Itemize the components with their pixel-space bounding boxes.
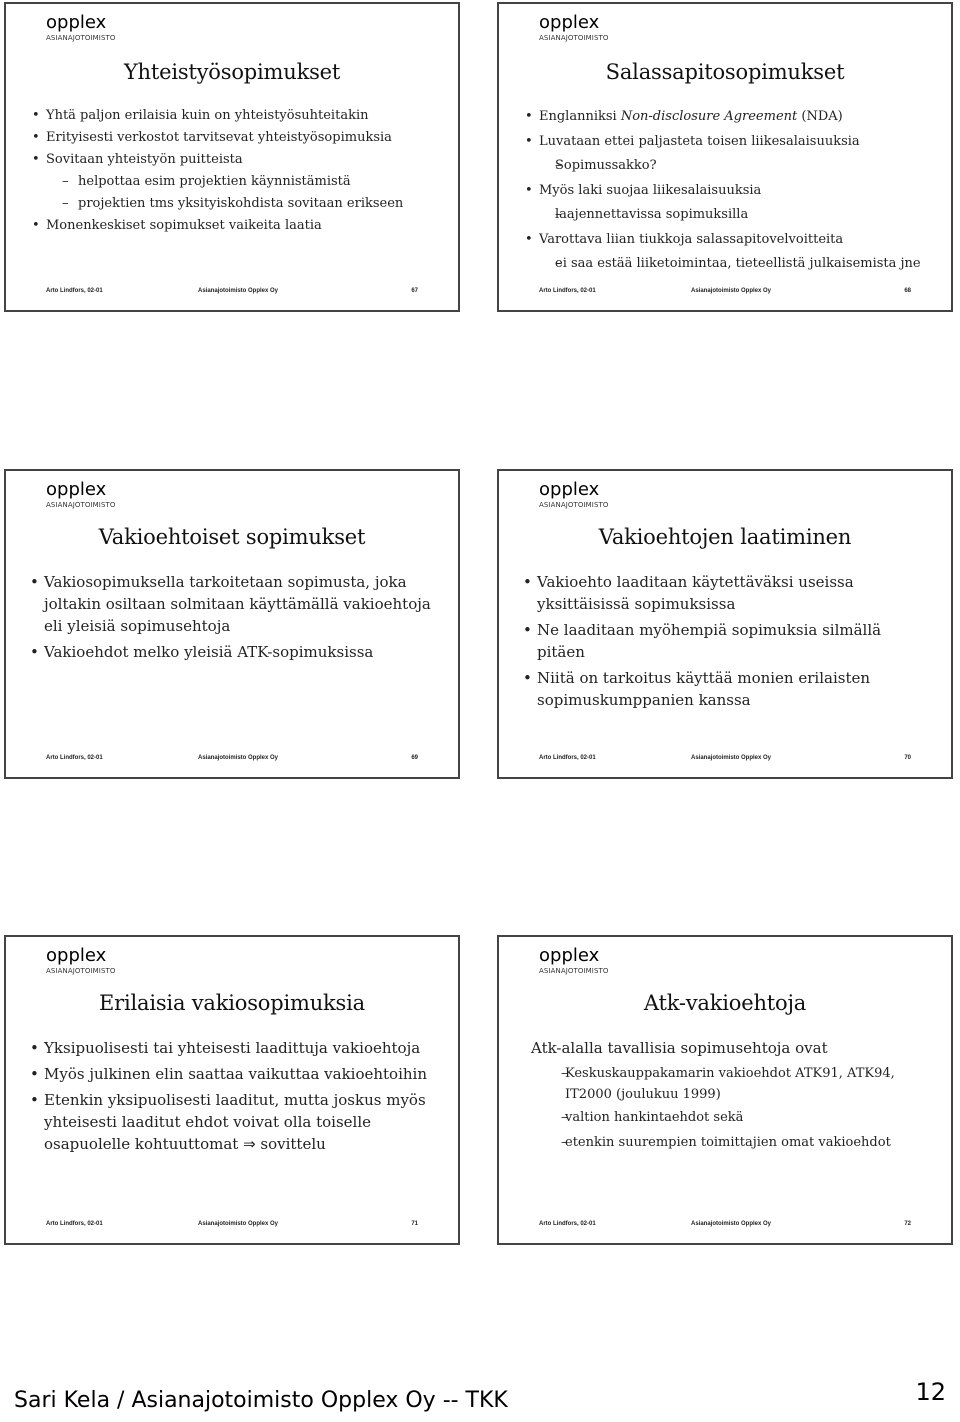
opplex-logo xyxy=(46,481,115,509)
logo-wordmark: opplex xyxy=(539,479,600,500)
footer-author: Arto Lindfors, 02-01 xyxy=(46,1221,103,1227)
bullet-item: • Sovitaan yhteistyön puitteista xyxy=(32,149,438,171)
opplex-logo xyxy=(539,947,608,975)
handout-page-number: 12 xyxy=(915,1378,946,1406)
footer-author: Arto Lindfors, 02-01 xyxy=(46,288,103,294)
sub-bullet-item: – ei saa estää liiketoimintaa, tieteellistä julkaisemista jne xyxy=(525,252,941,277)
footer-page-number: 72 xyxy=(904,1221,911,1227)
logo-subtitle: ASIANAJOTOIMISTO xyxy=(539,34,609,42)
sub-bullet-item xyxy=(531,1063,921,1105)
bullet-item: • Niitä on tarkoitus käyttää monien erilaisten sopimuskumppanien kanssa xyxy=(523,667,911,711)
footer-company: Asianajotoimisto Opplex Oy xyxy=(198,1221,279,1227)
footer-author: Arto Lindfors, 02-01 xyxy=(539,1221,596,1227)
logo-wordmark: opplex xyxy=(539,12,600,33)
bullet-item: • Myös julkinen elin saattaa vaikuttaa vakioehtoihin xyxy=(30,1063,428,1085)
bullet-item: • Monenkeskiset sopimukset vaikeita laatia xyxy=(32,215,438,237)
slide-title: Atk-vakioehtoja xyxy=(643,991,807,1015)
footer-author: Arto Lindfors, 02-01 xyxy=(539,288,596,294)
bullet-text: Englanniksi xyxy=(539,109,621,124)
handout-caption: Sari Kela / Asianajotoimisto Opplex Oy -- TKK xyxy=(14,1388,508,1413)
bullet-item: • Vakioehdot melko yleisiä ATK-sopimuksissa xyxy=(30,641,434,663)
bullet-emphasis: Non-disclosure Agreement xyxy=(620,109,798,124)
bullet-list xyxy=(523,571,911,715)
opplex-logo xyxy=(539,481,608,509)
footer-page-number: 67 xyxy=(411,288,418,294)
footer-company: Asianajotoimisto Opplex Oy xyxy=(198,288,279,294)
bullet-item: • Erityisesti verkostot tarvitsevat yhteistyösopimuksia xyxy=(32,127,438,149)
bullet-list xyxy=(32,105,438,237)
bullet-text: Etenkin yksipuolisesti laaditut, mutta joskus myös yhteisesti laaditut ehdot voivat olla toiselle osapuolelle kohtuuttomat xyxy=(44,1091,426,1153)
bullet-list xyxy=(30,1037,428,1159)
opplex-logo xyxy=(46,14,115,42)
bullet-item xyxy=(525,105,941,130)
slide-title: Salassapitosopimukset xyxy=(605,60,845,84)
footer-author: Arto Lindfors, 02-01 xyxy=(46,755,103,761)
bullet-item: • Vakiosopimuksella tarkoitetaan sopimusta, joka joltakin osiltaan solmitaan käyttämällä vakioehtoja eli yleisiä sopimusehtoja xyxy=(30,571,434,637)
footer-company: Asianajotoimisto Opplex Oy xyxy=(198,755,279,761)
bullet-list xyxy=(531,1037,921,1157)
sub-bullet-item: – Sopimussakko? xyxy=(525,154,941,179)
logo-wordmark: opplex xyxy=(46,12,107,33)
bullet-list xyxy=(525,105,941,277)
slide-title: Vakioehtoiset sopimukset xyxy=(98,525,366,549)
opplex-logo xyxy=(46,947,115,975)
slide-72 xyxy=(497,935,953,1245)
bullet-item: • Luvataan ettei paljasteta toisen liikesalaisuuksia xyxy=(525,130,941,155)
footer-company: Asianajotoimisto Opplex Oy xyxy=(691,1221,772,1227)
logo-wordmark: opplex xyxy=(539,945,600,966)
bullet-list xyxy=(30,571,434,667)
slide-title: Erilaisia vakiosopimuksia xyxy=(99,991,365,1015)
slide-71 xyxy=(4,935,460,1245)
bullet-text: sovittelu xyxy=(255,1135,326,1153)
logo-subtitle: ASIANAJOTOIMISTO xyxy=(539,501,609,509)
slide-68 xyxy=(497,2,953,312)
logo-subtitle: ASIANAJOTOIMISTO xyxy=(46,501,116,509)
slide-69 xyxy=(4,469,460,779)
bullet-item: • Myös laki suojaa liikesalaisuuksia xyxy=(525,179,941,204)
logo-subtitle: ASIANAJOTOIMISTO xyxy=(46,34,116,42)
bullet-item: • Yksipuolisesti tai yhteisesti laadittuja vakioehtoja xyxy=(30,1037,428,1059)
bullet-item: • Ne laaditaan myöhempiä sopimuksia silmällä pitäen xyxy=(523,619,911,663)
bullet-item: • Vakioehto laaditaan käytettäväksi useissa yksittäisissä sopimuksissa xyxy=(523,571,911,615)
bullet-item xyxy=(30,1089,428,1155)
sub-bullet-item: – valtion hankintaehdot sekä xyxy=(531,1107,921,1128)
sub-bullet-item: – laajennettavissa sopimuksilla xyxy=(525,203,941,228)
slide-70 xyxy=(497,469,953,779)
footer-page-number: 71 xyxy=(411,1221,418,1227)
logo-wordmark: opplex xyxy=(46,945,107,966)
bullet-text: (NDA) xyxy=(797,109,843,124)
slide-title: Vakioehtojen laatiminen xyxy=(598,525,852,549)
sub-bullet-text: Keskuskauppakamarin vakioehdot ATK91, ATK94, IT2000 (joulukuu 1999) xyxy=(565,1066,895,1102)
bullet-item: • Yhtä paljon erilaisia kuin on yhteistyösuhteitakin xyxy=(32,105,438,127)
slide-67 xyxy=(4,2,460,312)
slide-title: Yhteistyösopimukset xyxy=(123,60,341,84)
footer-company: Asianajotoimisto Opplex Oy xyxy=(691,288,772,294)
sub-bullet-item: – helpottaa esim projektien käynnistämistä xyxy=(32,171,438,193)
logo-wordmark: opplex xyxy=(46,479,107,500)
sub-bullet-item: – etenkin suurempien toimittajien omat vakioehdot xyxy=(531,1132,921,1153)
logo-subtitle: ASIANAJOTOIMISTO xyxy=(539,967,609,975)
logo-subtitle: ASIANAJOTOIMISTO xyxy=(46,967,116,975)
footer-author: Arto Lindfors, 02-01 xyxy=(539,755,596,761)
footer-page-number: 69 xyxy=(411,755,418,761)
list-intro: Atk-alalla tavallisia sopimusehtoja ovat xyxy=(531,1039,828,1057)
sub-bullet-item: – projektien tms yksityiskohdista sovitaan erikseen xyxy=(32,193,438,215)
footer-company: Asianajotoimisto Opplex Oy xyxy=(691,755,772,761)
implies-arrow-icon: ⇒ xyxy=(243,1135,256,1153)
bullet-item: • Varottava liian tiukkoja salassapitovelvoitteita xyxy=(525,228,941,253)
opplex-logo xyxy=(539,14,608,42)
footer-page-number: 70 xyxy=(904,755,911,761)
footer-page-number: 68 xyxy=(904,288,911,294)
